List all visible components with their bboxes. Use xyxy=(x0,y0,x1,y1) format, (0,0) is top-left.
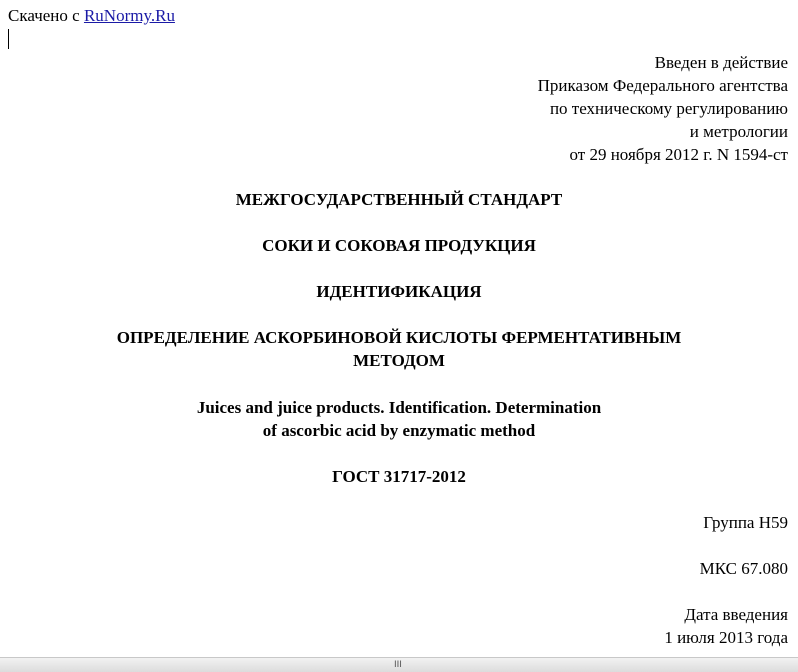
effective-date-value: 1 июля 2013 года xyxy=(664,628,788,647)
mks-label: МКС 67.080 xyxy=(699,559,788,578)
adoption-line: от 29 ноября 2012 г. N 1594-ст xyxy=(569,145,788,164)
adoption-line: Введен в действие xyxy=(654,53,788,72)
english-title xyxy=(0,396,798,442)
english-title-line2: of ascorbic acid by enzymatic method xyxy=(262,421,536,440)
adoption-block xyxy=(538,51,788,166)
adoption-line: по техническому регулированию xyxy=(549,99,788,118)
effective-date-label: Дата введения xyxy=(684,605,788,624)
group-label: Группа Н59 xyxy=(703,513,788,532)
document-title xyxy=(0,326,798,372)
document-title-line1: ОПРЕДЕЛЕНИЕ АСКОРБИНОВОЙ КИСЛОТЫ ФЕРМЕНТАТИВНЫМ xyxy=(116,328,682,347)
effective-date-block xyxy=(664,603,788,649)
standard-code: ГОСТ 31717-2012 xyxy=(332,467,466,486)
source-link[interactable]: RuNormy.Ru xyxy=(83,6,175,25)
text-cursor xyxy=(8,29,9,49)
document-title-line2: МЕТОДОМ xyxy=(353,351,445,370)
standard-type-heading: МЕЖГОСУДАРСТВЕННЫЙ СТАНДАРТ xyxy=(235,190,563,209)
source-line xyxy=(8,5,175,27)
adoption-line: и метрологии xyxy=(689,122,788,141)
subject-heading: СОКИ И СОКОВАЯ ПРОДУКЦИЯ xyxy=(262,236,536,255)
source-prefix: Скачено с xyxy=(8,6,84,25)
english-title-line1: Juices and juice products. Identification. Determination xyxy=(196,398,602,417)
horizontal-scrollbar[interactable] xyxy=(0,657,798,672)
adoption-line: Приказом Федерального агентства xyxy=(537,76,788,95)
scrollbar-grip-icon[interactable]: III xyxy=(394,660,402,670)
category-heading: ИДЕНТИФИКАЦИЯ xyxy=(316,282,482,301)
